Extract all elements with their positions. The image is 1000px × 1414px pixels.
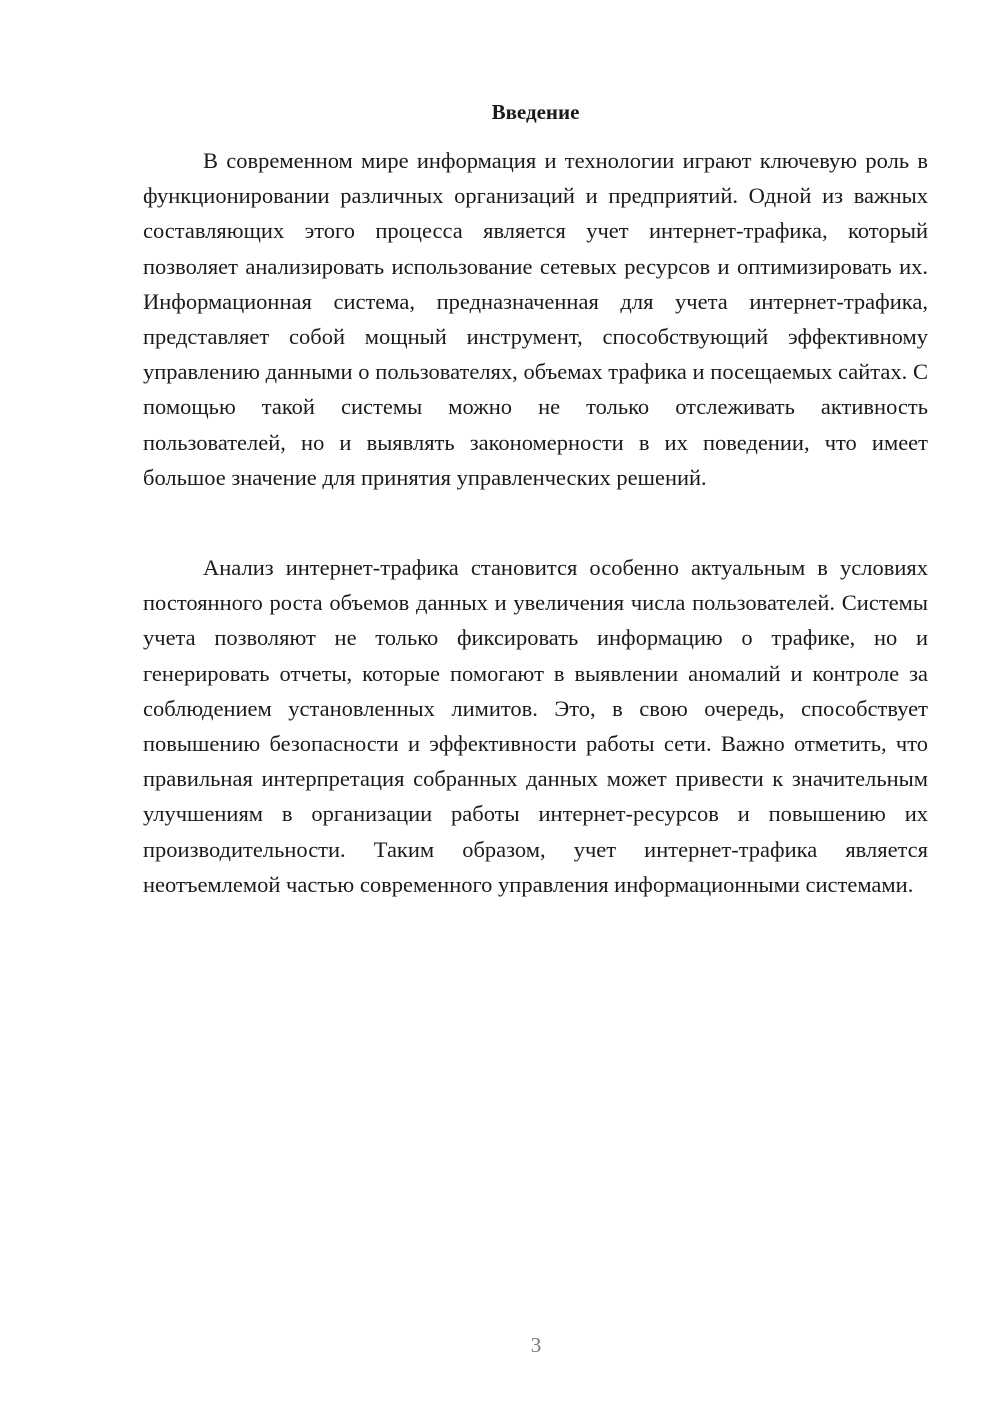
paragraph-traffic-analysis: Анализ интернет-трафика становится особенно актуальным в условиях постоянного роста объемов данных и увеличения числа пользователей. Системы учета позволяют не только фиксировать информацию о трафике, но и генерировать отчеты, которые помогают в выявлении аномалий и контроле за соблюдением установленных лимитов. Это, в свою очередь, способствует повышению безопасности и эффективности работы сети. Важно отметить, что правильная интерпретация собранных данных может привести к значительным улучшениям в организации работы интернет-ресурсов и повышению их производительности. Таким образом, учет интернет-трафика является неотъемлемой частью современного управления информационными системами.: [143, 555, 928, 897]
page-heading: Введение: [491, 100, 580, 124]
page-number: 3: [530, 1333, 542, 1357]
paragraph-introduction: В современном мире информация и технологии играют ключевую роль в функционировании различных организаций и предприятий. Одной из важных составляющих этого процесса является учет интернет-трафика, который позволяет анализировать использование сетевых ресурсов и оптимизировать их. Информационная система, предназначенная для учета интернет-трафика, представляет собой мощный инструмент, способствующий эффективному управлению данными о пользователях, объемах трафика и посещаемых сайтах. С помощью такой системы можно не только отслеживать активность пользователей, но и выявлять закономерности в их поведении, что имеет большое значение для принятия управленческих решений.: [143, 148, 928, 490]
